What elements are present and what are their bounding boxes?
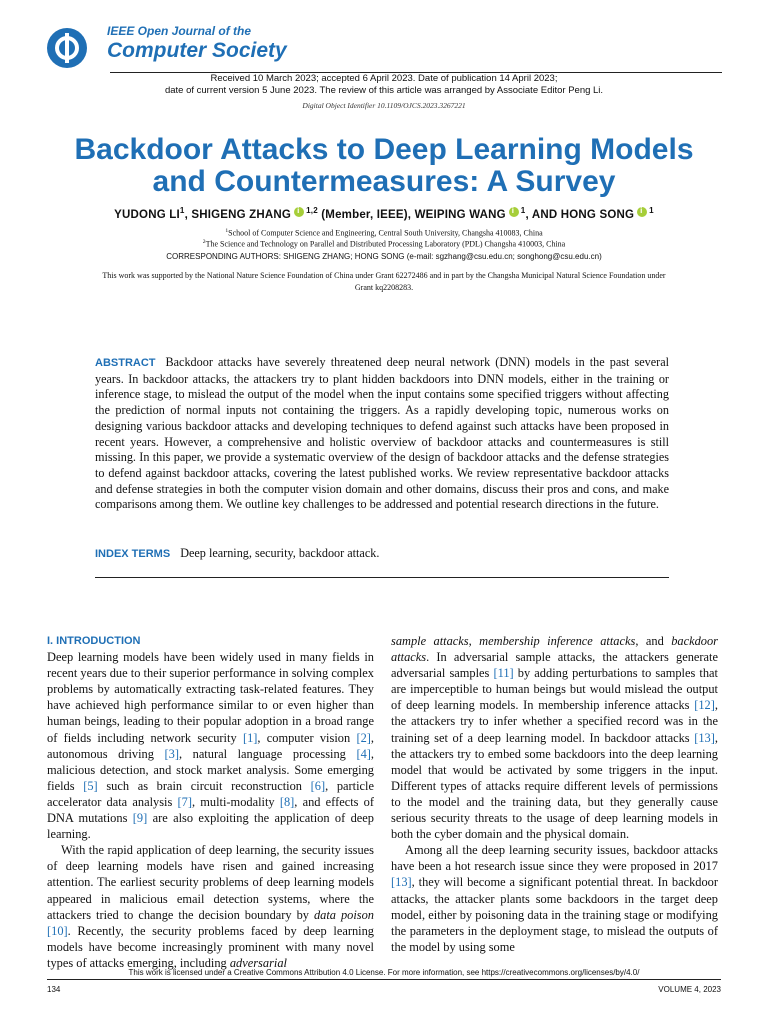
volume-label: VOLUME 4, 2023 bbox=[658, 985, 721, 994]
abstract-divider bbox=[95, 577, 669, 578]
author-name: (Member, IEEE), WEIPING WANG bbox=[317, 208, 506, 221]
orcid-icon[interactable] bbox=[294, 207, 304, 217]
paragraph bbox=[47, 649, 374, 842]
text: , autonomous driving bbox=[47, 730, 375, 761]
text: , the attackers try to infer whether a specified record was in the training set of a deep learning model. In backdoor attacks bbox=[391, 698, 718, 745]
text: , the attackers try to embed some backdoors into the deep learning model that would be activated by some triggers in the input. Different types of attacks require different levels of permissions to the model and the training data, but they generally cause serious security threats to the usage of deep learning models in both the cyber domain and the physical domain. bbox=[391, 730, 718, 842]
section-heading: I. INTRODUCTION bbox=[47, 635, 141, 647]
citation-link[interactable]: [7] bbox=[177, 794, 192, 809]
text: Deep learning models have been widely used in many fields in recent years due to their superior performance in solving complex problems by automatically extracting task-related features. They have achieved high performance similar to or even higher than human beings, leading to their popular adoption in a broad range of fields including network security bbox=[47, 650, 374, 745]
title-line1: Backdoor Attacks to Deep Learning Models bbox=[74, 133, 694, 166]
text: , computer vision bbox=[257, 730, 357, 745]
license-note: This work is licensed under a Creative Commons Attribution 4.0 License. For more information, see https://creativecommons.org/licenses/by/4.0/ bbox=[128, 968, 640, 977]
text: Among all the deep learning security issues, backdoor attacks have been a hot research issue since they were proposed in 2017 bbox=[391, 843, 718, 874]
citation-link[interactable]: [8] bbox=[279, 794, 295, 809]
journal-name-line1: IEEE Open Journal of the bbox=[107, 24, 252, 38]
citation-link[interactable]: [2] bbox=[356, 730, 371, 745]
footer-divider bbox=[47, 979, 721, 980]
paragraph bbox=[47, 842, 374, 971]
text: such as brain circuit reconstruction bbox=[97, 778, 311, 793]
citation-link[interactable]: [12] bbox=[694, 698, 715, 713]
text: . Recently, the security problems faced by deep learning models have become increasingly prominent with many novel types of attacks emerging, including bbox=[47, 923, 374, 970]
orcid-icon[interactable] bbox=[637, 207, 647, 217]
author-name: YUDONG LI bbox=[114, 208, 180, 221]
citation-link[interactable]: [11] bbox=[493, 666, 514, 681]
aff-text: The Science and Technology on Parallel and Distributed Processing Laboratory (PDL) Changsha 410003, China bbox=[205, 239, 566, 249]
citation-link[interactable]: [6] bbox=[310, 778, 326, 793]
citation-link[interactable]: [9] bbox=[132, 811, 148, 826]
abstract-text: Backdoor attacks have severely threatened deep neural network (DNN) models in the past several years. In backdoor attacks, the attackers try to plant hidden backdoors into DNN models, either in the training or inference stage, to mislead the output of the model when the input contains some specified triggers without affecting the prediction of normal inputs not containing the triggers. As a rapidly developing topic, numerous works on designing various backdoor attacks and developing techniques to defend against such attacks have been proposed in recent years. However, a comprehensive and holistic overview of backdoor attacks and countermeasures is still missing. In this paper, we provide a systematic overview of the design of backdoor attacks and the defense strategies to defend against backdoor attacks, covering the latest published works. We review representative backdoor attacks and defense strategies in both the computer vision domain and other domains, discuss their pros and cons, and make comparisons among them. We outline key challenges to be addressed and potential research directions in the future. bbox=[95, 355, 669, 512]
abstract-label: ABSTRACT bbox=[95, 357, 156, 369]
italic-text: sample attacks bbox=[391, 634, 469, 648]
italic-text: membership inference attacks bbox=[479, 634, 636, 648]
author-sup: 1 bbox=[179, 206, 185, 215]
title-line2: and Countermeasures: A Survey bbox=[152, 165, 616, 198]
text: , and effects of DNA mutations bbox=[47, 794, 374, 826]
doi: Digital Object Identifier 10.1109/OJCS.2023.3267221 bbox=[302, 101, 466, 110]
affiliation-2 bbox=[0, 237, 768, 250]
index-terms bbox=[95, 546, 669, 561]
italic-text: data poison bbox=[313, 907, 374, 922]
paragraph bbox=[391, 842, 718, 955]
author-sup: 1 bbox=[649, 206, 654, 215]
orcid-icon[interactable] bbox=[509, 207, 519, 217]
ieee-logo-icon bbox=[46, 27, 88, 69]
corresponding-authors: CORRESPONDING AUTHORS: SHIGENG ZHANG; HONG SONG (e-mail: sgzhang@csu.edu.cn; songhong@csu.edu.cn) bbox=[166, 252, 602, 261]
journal-name-line2: Computer Society bbox=[107, 39, 287, 62]
author-name: , AND HONG SONG bbox=[525, 208, 635, 221]
text: , malicious detection, and stock market analysis. Some emerging fields bbox=[47, 746, 374, 793]
italic-text: adversarial bbox=[229, 955, 287, 970]
paper-title bbox=[0, 134, 768, 198]
citation-link[interactable]: [4] bbox=[356, 746, 371, 761]
text: . In adversarial sample attacks, the attackers generate adversarial samples bbox=[391, 650, 718, 681]
author-name: , SHIGENG ZHANG bbox=[184, 208, 292, 221]
index-terms-label: INDEX TERMS bbox=[95, 548, 171, 560]
citation-link[interactable]: [10] bbox=[47, 923, 68, 938]
funding-note: This work was supported by the National Nature Science Foundation of China under Grant 62272486 and in part by the Changsha Municipal Natural Science Foundation under Grant kq2208283. bbox=[102, 271, 666, 292]
citation-link[interactable]: [13] bbox=[694, 730, 715, 745]
left-column bbox=[47, 633, 374, 971]
aff-text: School of Computer Science and Engineering, Central South University, Changsha 410083, China bbox=[228, 228, 543, 238]
text: , natural language processing bbox=[178, 746, 357, 761]
page-number: 134 bbox=[47, 985, 61, 994]
received-line1: Received 10 March 2023; accepted 6 April 2023. Date of publication 14 April 2023; bbox=[210, 73, 558, 84]
index-terms-text: Deep learning, security, backdoor attack. bbox=[180, 546, 380, 560]
text: are also exploiting the application of deep learning. bbox=[47, 811, 374, 842]
citation-link[interactable]: [13] bbox=[391, 875, 412, 890]
citation-link[interactable]: [5] bbox=[83, 778, 98, 793]
author-list bbox=[0, 206, 768, 221]
abstract bbox=[95, 355, 669, 513]
received-line2: date of current version 5 June 2023. The review of this article was arranged by Associate Editor Peng Li. bbox=[164, 85, 604, 96]
text: , bbox=[468, 634, 480, 648]
author-sup: 1,2 bbox=[306, 206, 318, 215]
author-sup: 1 bbox=[520, 206, 526, 215]
right-column bbox=[391, 633, 718, 955]
paragraph bbox=[391, 633, 718, 842]
aff-sup: 2 bbox=[202, 239, 206, 245]
text: , and bbox=[635, 634, 672, 648]
text: , they will become a significant potential threat. In backdoor attacks, the attacker plants some backdoors in the target deep model, either by poisoning data in the training stage or modifying the parameters in the deployment stage, to mislead the outputs of the model by using some bbox=[391, 875, 718, 954]
italic-text: backdoor attacks bbox=[391, 634, 719, 665]
text: With the rapid application of deep learning, the security issues of deep learning models have risen and gained increasing attention. The earliest security problems of deep learning models appeared in malicious email detection systems, where the attackers tried to change the decision boundary by bbox=[47, 843, 374, 922]
citation-link[interactable]: [1] bbox=[242, 730, 258, 745]
citation-link[interactable]: [3] bbox=[164, 746, 179, 761]
text: by adding perturbations to samples that are imperceptible to human beings but would mislead the output of deep learning models. In membership inference attacks bbox=[391, 666, 718, 713]
aff-sup: 1 bbox=[225, 228, 229, 234]
text: , multi-modality bbox=[191, 794, 280, 809]
text: , particle accelerator data analysis bbox=[47, 778, 374, 809]
